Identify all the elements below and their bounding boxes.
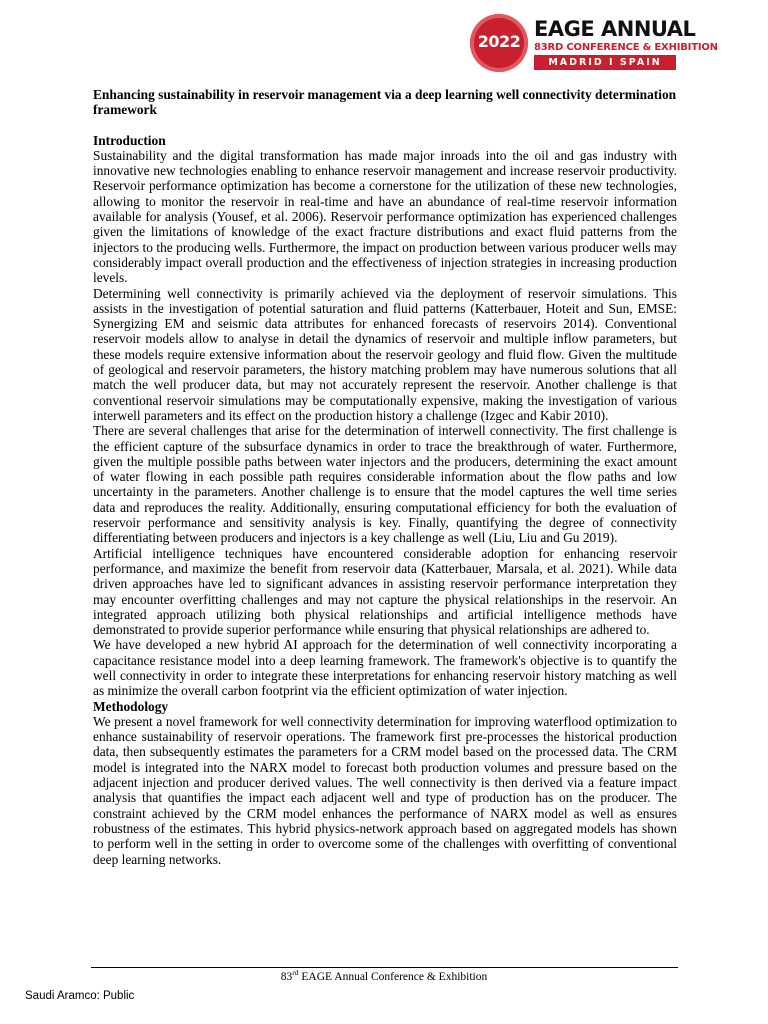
footer-ordinal-number: 83 <box>280 970 293 983</box>
logo-subtitle: 83RD CONFERENCE & EXHIBITION <box>534 42 718 53</box>
logo-title: EAGE ANNUAL <box>534 17 696 41</box>
footer-ordinal-suffix: rd <box>292 968 299 977</box>
paper-title: Enhancing sustainability in reservoir management via a deep learning well connectivity determination framework <box>93 87 677 118</box>
intro-paragraph: Artificial intelligence techniques have encountered considerable adoption for enhancing reservoir performance, and maximize the benefit from reservoir data (Katterbauer, Marsala, et al. 2021). While data driven approaches have led to significant advances in assisting reservoir performance interpretation they may encounter overfitting challenges and may not capture the physical relationships in the reservoir. An integrated approach utilizing both physical relationships and artificial intelligence methods have demonstrated to provide superior performance while ensuring that physical relationships are adhered to. <box>93 545 677 638</box>
intro-paragraph: Determining well connectivity is primarily achieved via the deployment of reservoir simulations. This assists in the investigation of potential saturation and fluid patterns (Katterbauer, Hoteit and Sun, EMSE: Synergizing EM and seismic data attributes for enhanced forecasts of reservoirs 2014). Conventional reservoir models allow to analyse in detail the dynamics of reservoir and multiple inflow parameters, but these models require extensive information about the reservoir geology and fluid flow. Given the multitude of geological and reservoir parameters, the history matching problem may have numerous solutions that all match the well producer data, but may not accurately represent the reservoir. Another challenge is that conventional reservoir simulations may be computationally expensive, making the investigation of various interwell parameters and its effect on the production history a challenge (Izgec and Kabir 2010). <box>93 285 677 423</box>
logo-year-badge <box>470 14 528 72</box>
footer-conference-name: EAGE Annual Conference & Exhibition <box>298 970 488 983</box>
methodology-paragraph: We present a novel framework for well connectivity determination for improving waterflood optimization to enhance sustainability of reservoir operations. The framework first pre-processes the historical production data, then subsequently estimates the parameters for a CRM model based on the processed data. The CRM model is integrated into the NARX model to forecast both production volumes and pressure based on the adjacent injection and producer derived values. The well connectivity is then derived via a feature impact analysis that quantifies the impact each adjacent well and type of production has on the producer. The constraint achieved by the CRM model enhances the performance of NARX model as well as ensures robustness of the estimates. This hybrid physics-network approach based on aggregated models has shown to perform well in the setting in order to overcome some of the challenges with overfitting of conventional deep learning networks. <box>93 713 677 867</box>
intro-paragraph: We have developed a new hybrid AI approach for the determination of well connectivity incorporating a capacitance resistance model into a deep learning framework. The framework's objective is to quantify the well connectivity in order to integrate these interpretations for enhancing reservoir history matching as well as minimize the overall carbon footprint via the efficient optimization of water injection. <box>93 637 677 699</box>
logo-year: 2022 <box>477 32 521 51</box>
footer-conference <box>0 968 768 983</box>
classification-label: Saudi Aramco: Public <box>25 990 135 1002</box>
logo-location: MADRID I SPAIN <box>534 55 676 70</box>
intro-paragraph: Sustainability and the digital transformation has made major inroads into the oil and gas industry with innovative new technologies enabling to enhance reservoir management and increase reservoir productivity. Reservoir performance optimization has become a cornerstone for the utilization of these new technologies, allowing to monitor the reservoir in real-time and have an abundance of real-time reservoir information available for analysis (Yousef, et al. 2006). Reservoir performance optimization has experienced challenges given the limitations of knowledge of the exact fracture distributions and exact fluid patterns from the injectors to the producing wells. Furthermore, the impact on production between various producer wells may considerably impact overall production and the effectiveness of injection strategies in increasing production levels. <box>93 147 677 286</box>
introduction-heading: Introduction <box>93 132 166 148</box>
intro-paragraph: There are several challenges that arise for the determination of interwell connectivity. The first challenge is the efficient capture of the subsurface dynamics in order to trace the breakthrough of water. Furthermore, given the multiple possible paths between water injectors and the producers, determining the exact amount of water flowing in each possible path requires considerable information about the flow paths and low uncertainty in the parameters. Another challenge is to ensure that the model captures the well time series data and reproduces the reality. Additionally, ensuring computational efficiency for both the evaluation of reservoir performance and sensitivity analysis is key. Finally, quantifying the degree of connectivity differentiating between producers and injectors is a key challenge as well (Liu, Liu and Gu 2019). <box>93 423 677 546</box>
paper-body <box>93 87 677 867</box>
eage-2022-logo <box>470 12 718 72</box>
methodology-heading: Methodology <box>93 698 169 714</box>
